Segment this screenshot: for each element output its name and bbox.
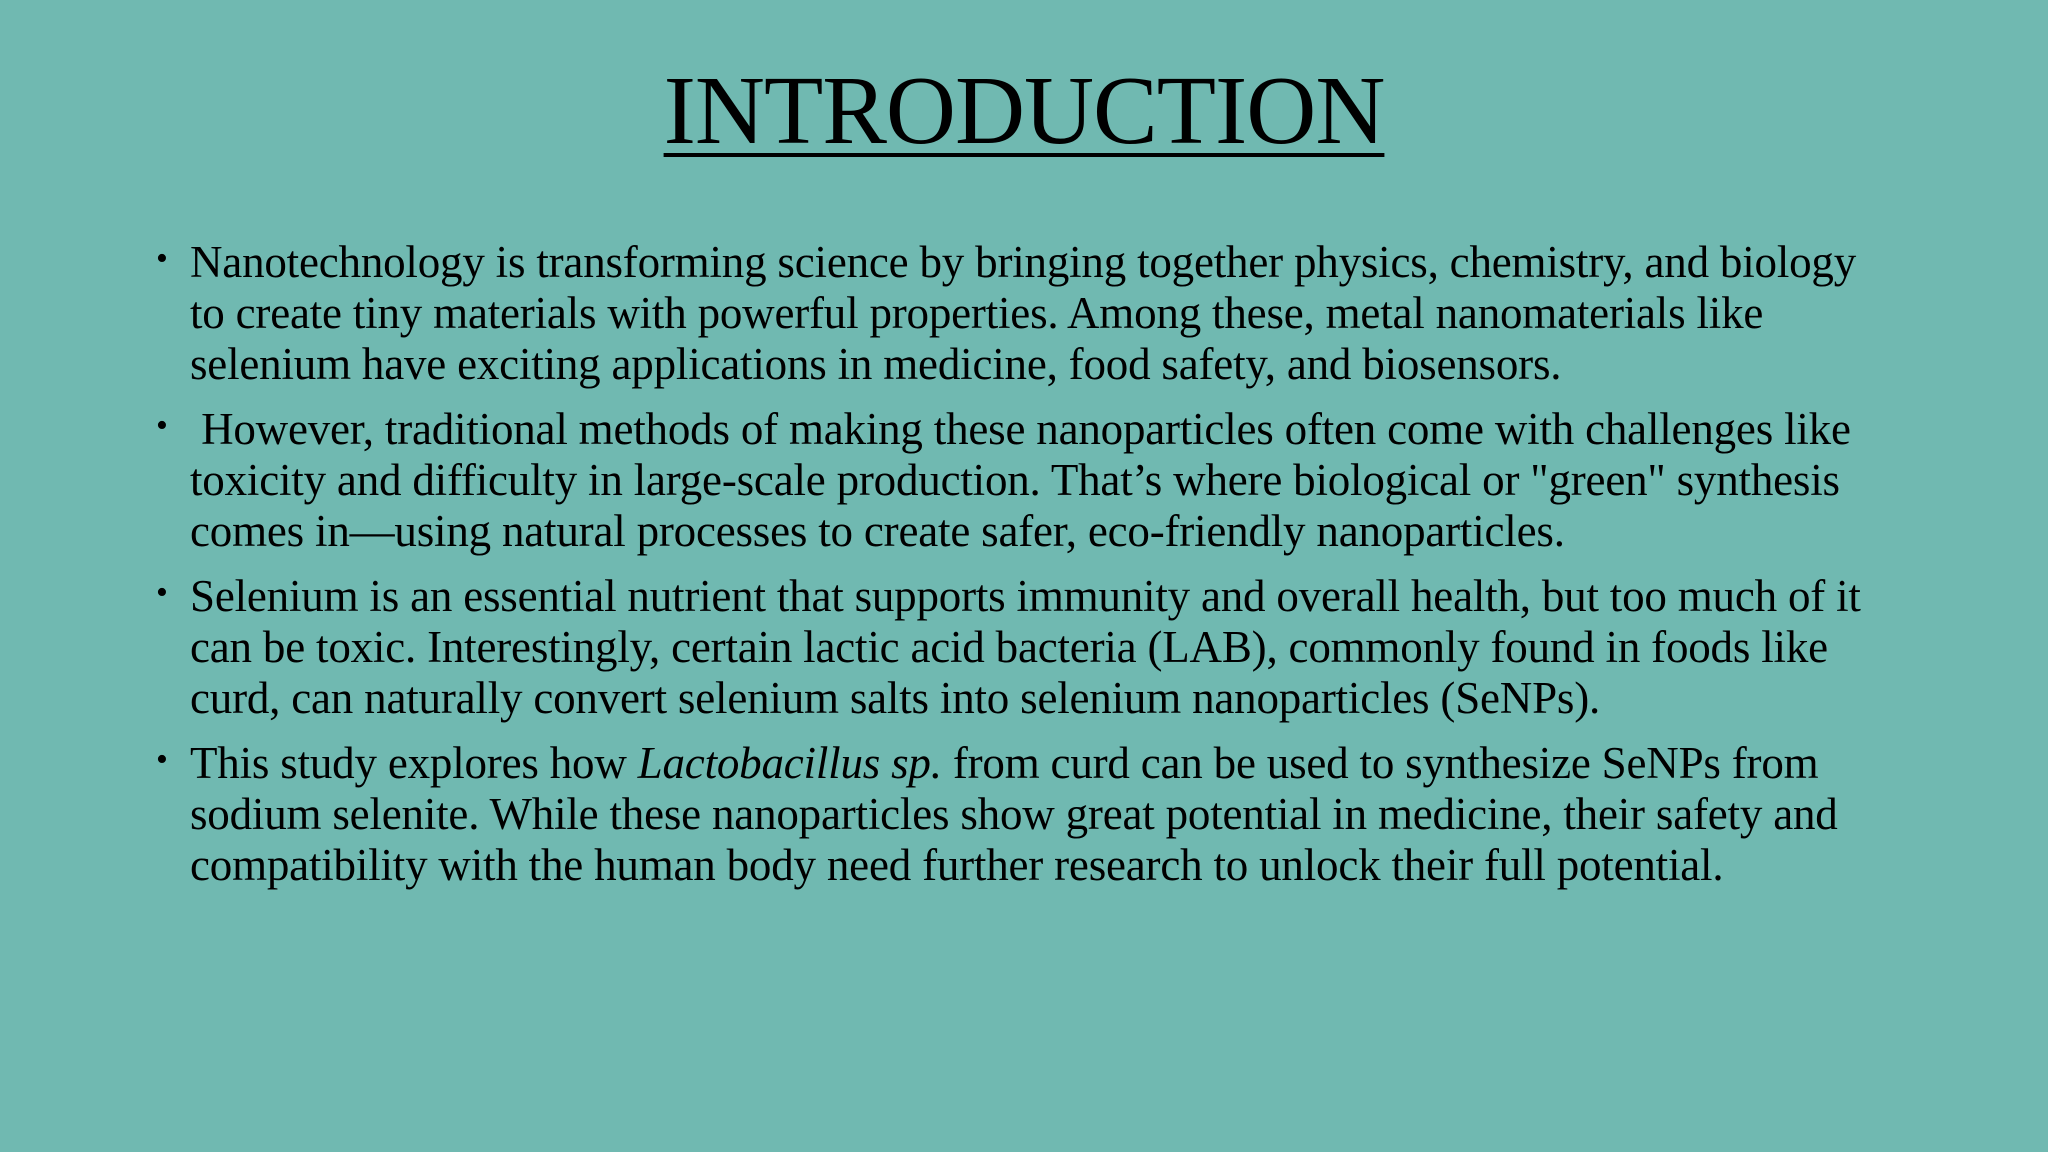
bullet-marker: • xyxy=(156,407,168,444)
bullet-text: Nanotechnology is transforming science by bringing together physics, chemistry, and biology to create tiny materials with powerful properties. Among these, metal nanomaterials like selenium have exciting applications in medicine, food safety, and biosensors. xyxy=(190,237,1868,389)
slide-title: INTRODUCTION xyxy=(663,57,1385,164)
bullet-marker: • xyxy=(156,240,168,277)
bullet-text-part: This study explores how xyxy=(190,738,638,788)
bullet-text: However, traditional methods of making these nanoparticles often come with challenges like toxicity and difficulty in large-scale production. That’s where biological or "green" synthesis comes in—using natural processes to create safer, eco-friendly nanoparticles. xyxy=(190,404,1862,556)
bullet-text: Selenium is an essential nutrient that supports immunity and overall health, but too much of it can be toxic. Interestingly, certain lactic acid bacteria (LAB), commonly found in foods like curd, can naturally convert selenium salts into selenium nanoparticles (SeNPs). xyxy=(190,571,1872,723)
bullet-item xyxy=(150,738,1890,891)
bullet-text xyxy=(190,738,1890,891)
bullet-marker: • xyxy=(156,574,168,611)
bullet-text-part: from curd can be used to synthesize SeNPs from sodium selenite. While these nanoparticles show great potential in medicine, their safety and compatibility with the human body need further research to unlock their full potential. xyxy=(190,738,1849,890)
bullet-item xyxy=(150,237,1890,390)
bullet-item xyxy=(150,404,1890,557)
bullet-marker: • xyxy=(156,741,168,778)
bullet-list xyxy=(150,237,1890,905)
species-name: Lactobacillus sp. xyxy=(637,738,942,788)
bullet-item xyxy=(150,571,1890,724)
